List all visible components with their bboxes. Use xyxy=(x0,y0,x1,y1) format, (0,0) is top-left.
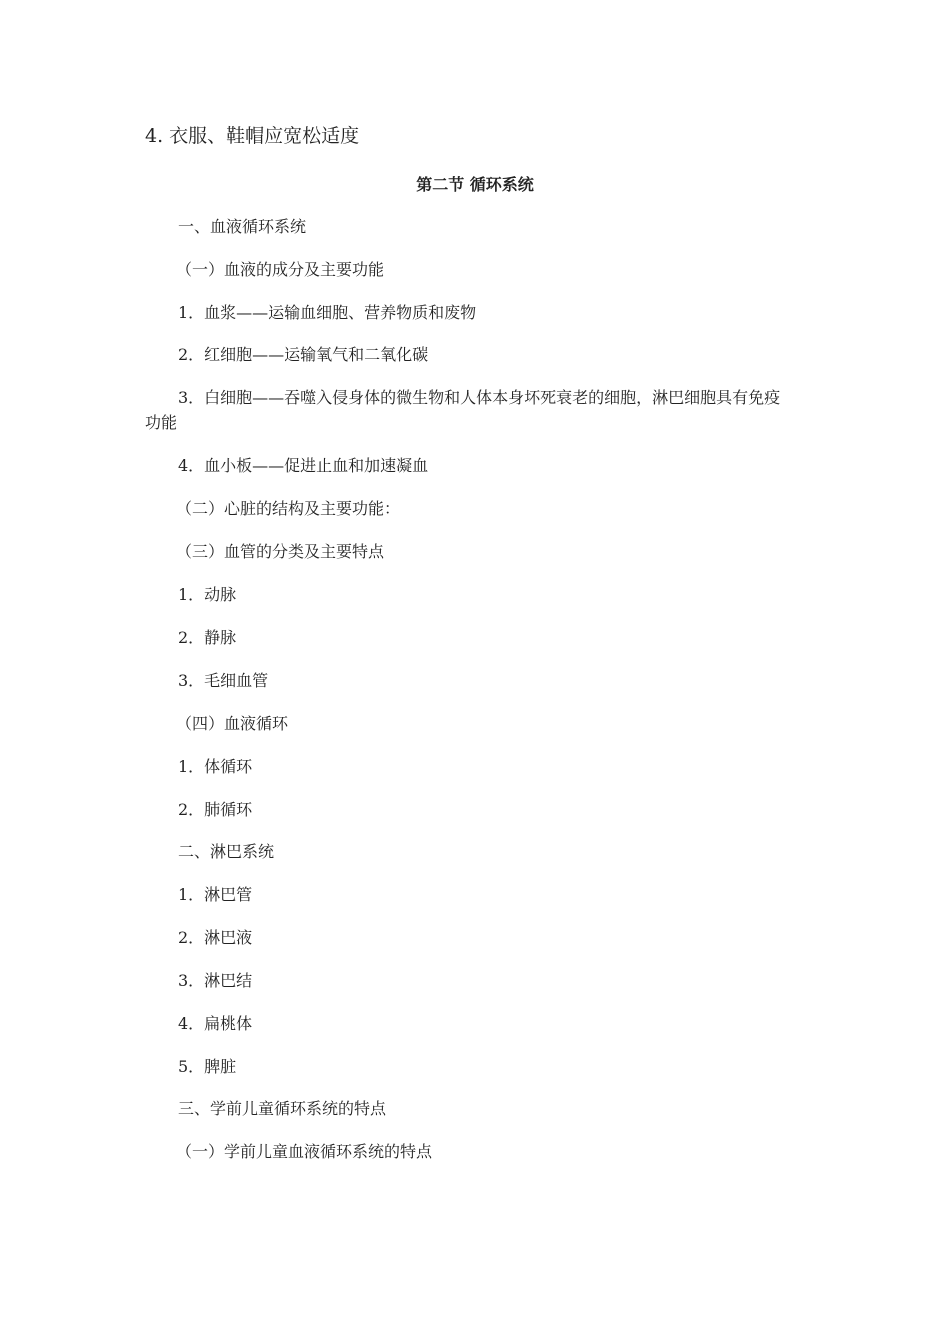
subsubsection-title: （三）血管的分类及主要特点 xyxy=(176,542,385,561)
list-item-wrapped: 3．白细胞——吞噬入侵身体的微生物和人体本身坏死衰老的细胞，淋巴细胞具有免疫功能 xyxy=(145,388,781,432)
list-item: 4．扁桃体 xyxy=(178,1014,253,1033)
subsubsection-title: （二）心脏的结构及主要功能： xyxy=(176,499,401,518)
list-item: 1．淋巴管 xyxy=(178,885,253,904)
list-item: 2．肺循环 xyxy=(178,800,253,819)
list-item: 2．静脉 xyxy=(178,628,237,647)
list-item: 2．淋巴液 xyxy=(178,928,253,947)
subsection-title: 二、淋巴系统 xyxy=(178,842,275,861)
list-item-clothing: 4. 衣服、鞋帽应宽松适度 xyxy=(145,125,360,147)
list-item: 1．动脉 xyxy=(178,585,237,604)
list-item: 4．血小板——促进止血和加速凝血 xyxy=(178,456,429,475)
subsection-title: 三、学前儿童循环系统的特点 xyxy=(178,1099,387,1118)
list-item: 1．体循环 xyxy=(178,757,253,776)
subsubsection-title: （一）血液的成分及主要功能 xyxy=(176,260,385,279)
subsubsection-title: （一）学前儿童血液循环系统的特点 xyxy=(176,1142,433,1161)
list-item: 3．淋巴结 xyxy=(178,971,253,990)
list-item: 5．脾脏 xyxy=(178,1057,237,1076)
list-item: 2．红细胞——运输氧气和二氧化碳 xyxy=(178,345,429,364)
list-item: 1．血浆——运输血细胞、营养物质和废物 xyxy=(178,303,477,322)
section-heading: 第二节 循环系统 xyxy=(416,175,534,194)
subsubsection-title: （四）血液循环 xyxy=(176,714,289,733)
list-item: 3．毛细血管 xyxy=(178,671,269,690)
subsection-title: 一、血液循环系统 xyxy=(178,217,307,236)
